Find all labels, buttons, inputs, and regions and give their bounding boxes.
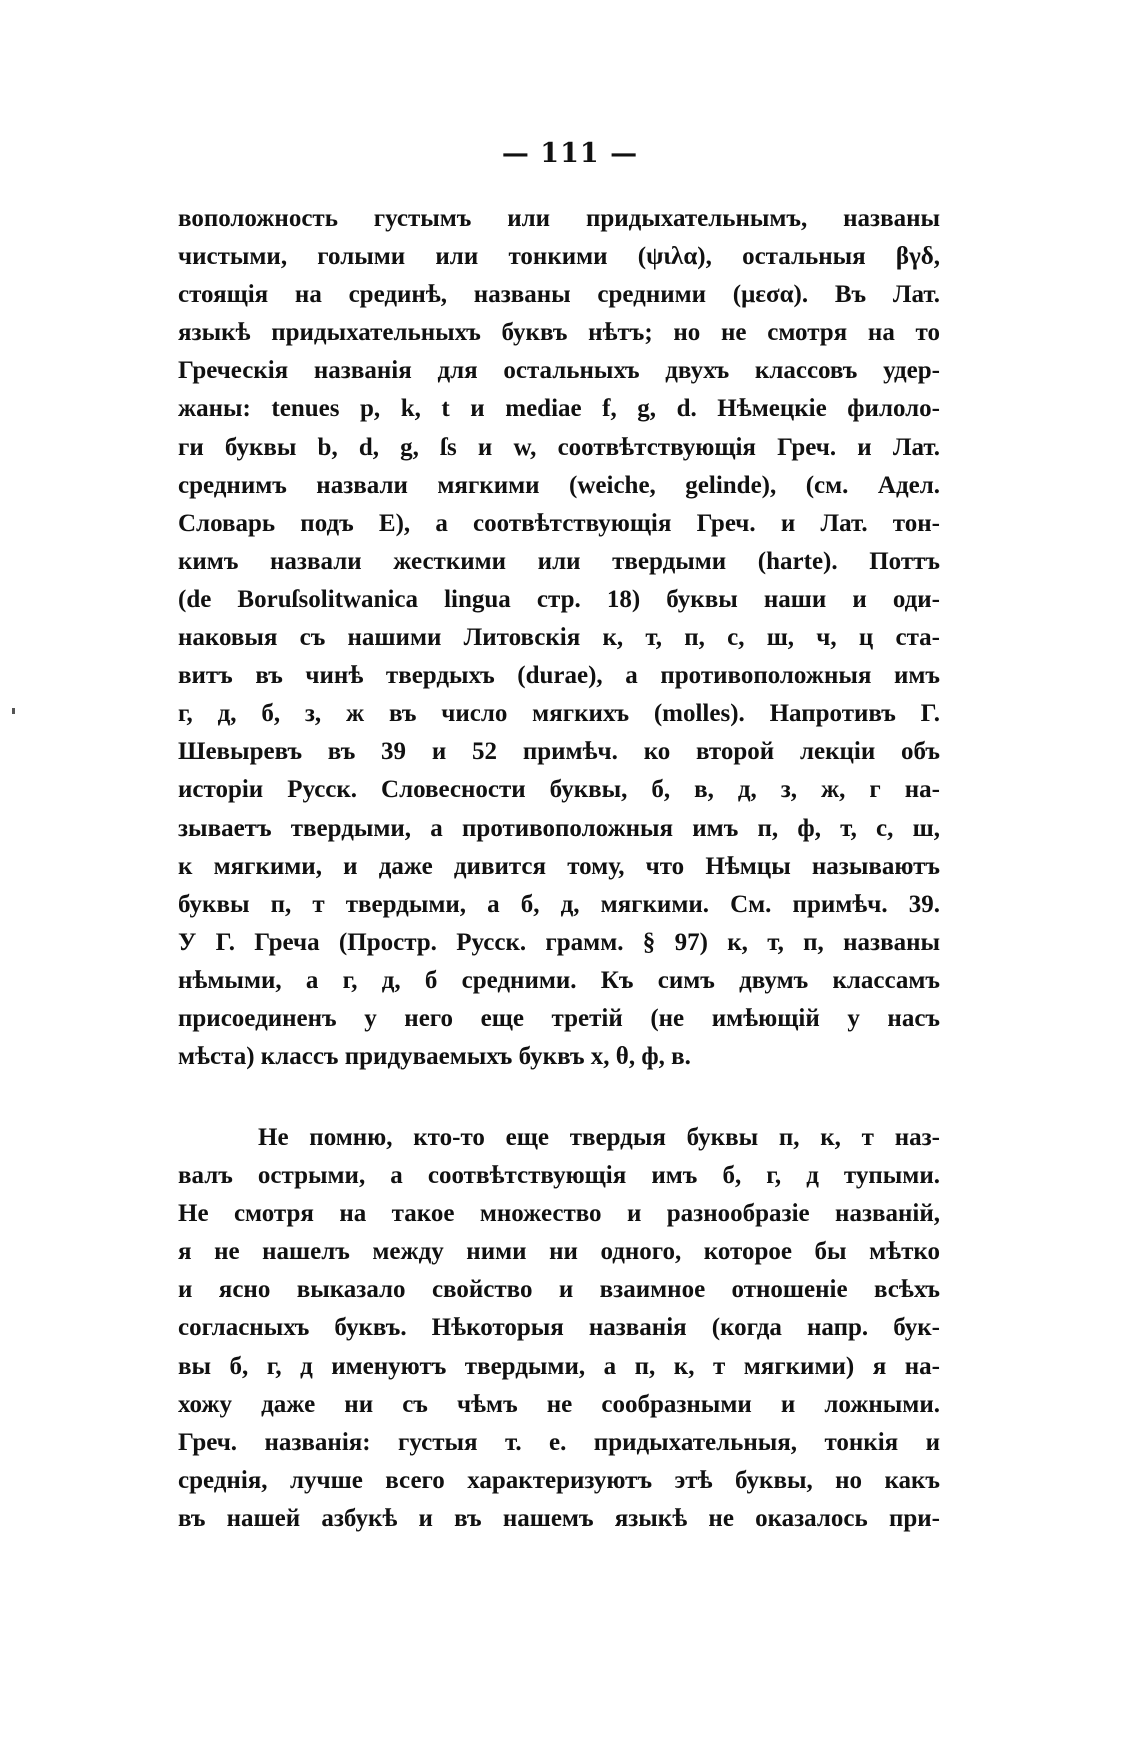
text-line: к мягкими, и даже дивится тому, что Нѣмцы называютъ	[178, 852, 940, 880]
text-line: среднія, лучше всего характеризуютъ этѣ буквы, но какъ	[178, 1466, 940, 1494]
text-line: валъ острыми, а соотвѣтствующія имъ б, г, д тупыми.	[178, 1162, 940, 1190]
text-line: вы б, г, д именуютъ твердыми, а п, к, т мягкими) я на-	[178, 1352, 940, 1380]
text-line: Словарь подъ E), а соотвѣтствующія Греч. и Лат. тон-	[178, 509, 940, 537]
text-line: витъ въ чинѣ твердыхъ (durae), а противоположныя имъ	[178, 662, 940, 690]
text-line: воположность густымъ или придыхательнымъ, названы	[178, 205, 940, 232]
text-line: и ясно выказало свойство и взаимное отношеніе всѣхъ	[178, 1276, 940, 1304]
text-line: среднимъ назвали мягкими (weiche, gelinde), (см. Адел.	[178, 471, 940, 499]
text-line: чистыми, голыми или тонкими (ψιλα), остальныя βγδ,	[178, 243, 940, 271]
text-line: зываетъ твердыми, а противоположныя имъ п, ф, т, с, ш,	[178, 814, 940, 842]
text-line: согласныхъ буквъ. Нѣкоторыя названія (когда напр. бук-	[178, 1314, 940, 1342]
paragraph-2	[178, 1119, 940, 1538]
text-line: У Г. Греча (Простр. Русск. грамм. § 97) к, т, п, названы	[178, 928, 940, 956]
scan-speck	[12, 708, 15, 714]
text-line: я не нашелъ между ними ни одного, которое бы мѣтко	[178, 1238, 940, 1266]
text-line: исторіи Русск. Словесности буквы, б, в, д, з, ж, г на-	[178, 776, 940, 804]
text-line: Не смотря на такое множество и разнообразіе названій,	[178, 1200, 940, 1228]
text-line: нѣмыми, а г, д, б средними. Къ симъ двумъ классамъ	[178, 966, 940, 994]
text-line: хожу даже ни съ чѣмъ не сообразными и ложными.	[178, 1390, 940, 1418]
text-line: Греч. названія: густыя т. е. придыхательныя, тонкія и	[178, 1428, 940, 1456]
text-line: (de Boruſsolitwanica lingua стр. 18) буквы наши и оди-	[178, 585, 940, 613]
text-line: Греческія названія для остальныхъ двухъ классовъ удер-	[178, 357, 940, 385]
text-line: жаны: tenues p, k, t и mediae f, g, d. Нѣмецкіе филоло-	[178, 395, 940, 423]
text-line: наковыя съ нашими Литовскія к, т, п, с, ш, ч, ц ста-	[178, 624, 940, 652]
text-line: буквы п, т твердыми, а б, д, мягкими. См. примѣч. 39.	[178, 890, 940, 918]
text-line: Не помню, кто-то еще твердыя буквы п, к, т наз-	[258, 1124, 940, 1151]
text-line: стоящія на срединѣ, названы средними (μεσα). Въ Лат.	[178, 281, 940, 309]
text-line: мѣста) классъ придуваемыхъ буквъ х, θ, ф, в.	[178, 1043, 691, 1071]
paragraph-1	[178, 200, 940, 1076]
text-line: языкѣ придыхательныхъ буквъ нѣтъ; но не смотря на то	[178, 319, 940, 347]
page-number: — 111 —	[501, 138, 639, 169]
text-line: Шевыревъ въ 39 и 52 примѣч. ко второй лекціи объ	[178, 738, 940, 766]
text-line: присоединенъ у него еще третій (не имѣющій у насъ	[178, 1004, 940, 1032]
text-line: г, д, б, з, ж въ число мягкихъ (molles). Напротивъ Г.	[178, 700, 940, 728]
text-line: ги буквы b, d, g, ſs и w, соотвѣтствующія Греч. и Лат.	[178, 433, 940, 461]
text-line: кимъ назвали жесткими или твердыми (harte). Поттъ	[178, 547, 940, 575]
text-line: въ нашей азбукѣ и въ нашемъ языкѣ не оказалось при-	[178, 1504, 940, 1532]
